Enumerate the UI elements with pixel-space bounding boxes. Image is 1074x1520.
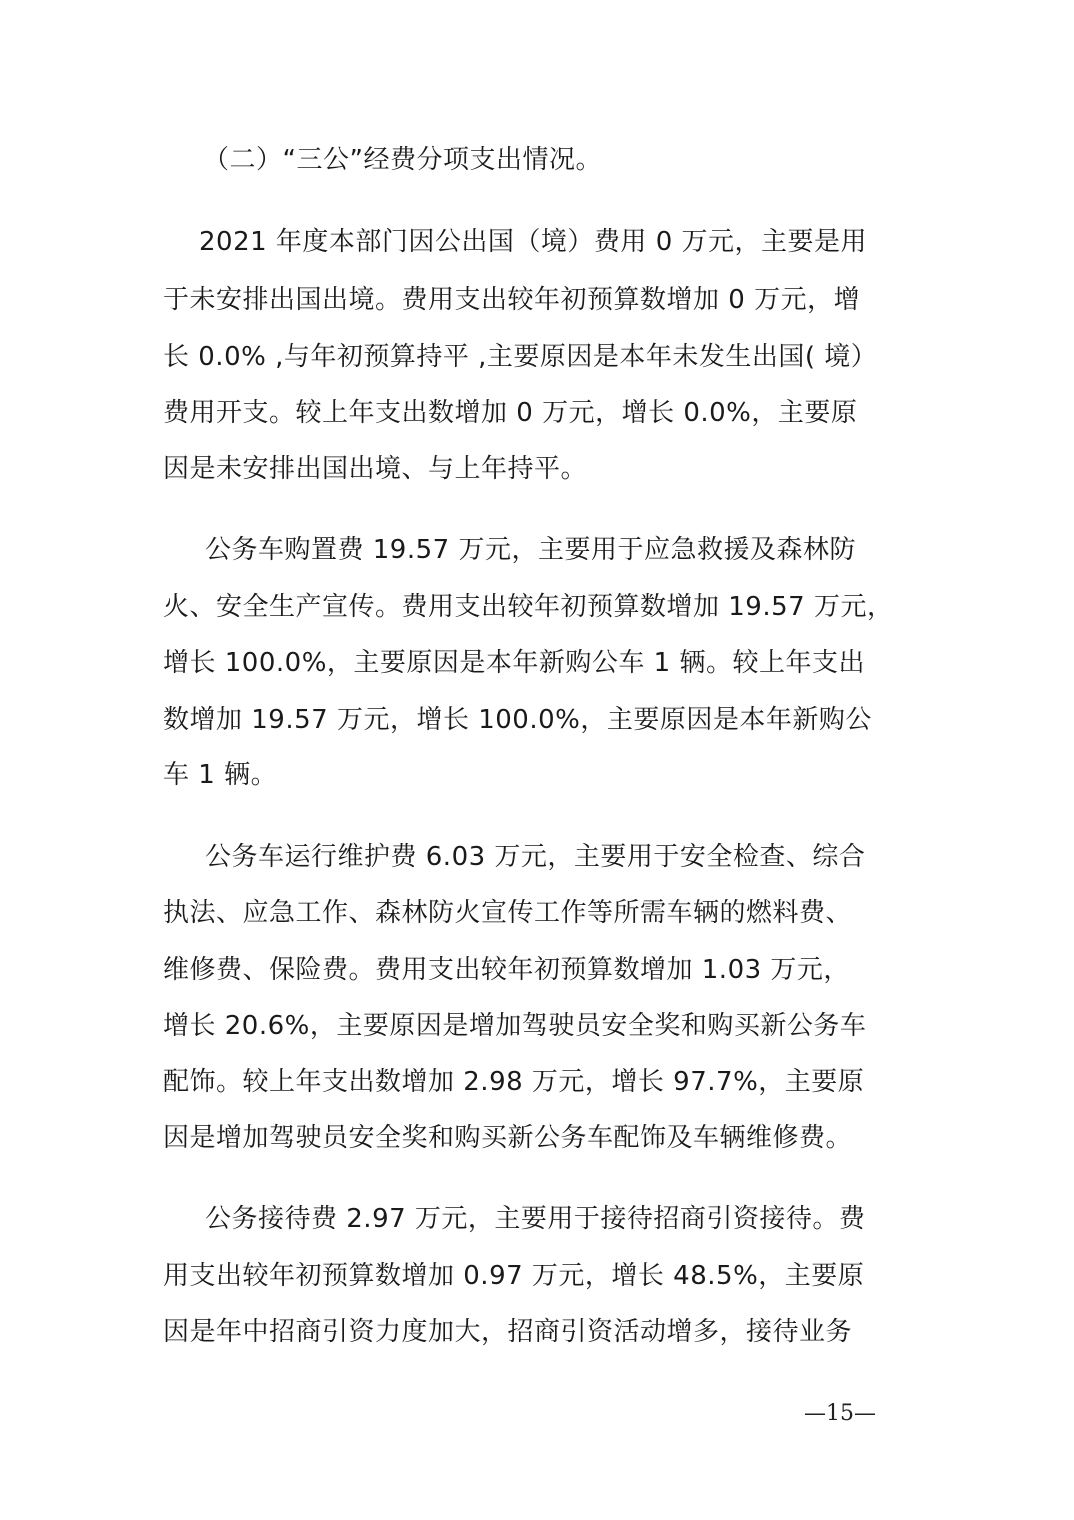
paragraph-line: 因是年中招商引资力度加大，招商引资活动增多，接待业务 bbox=[163, 1317, 853, 1347]
section-heading: （二）“三公”经费分项支出情况。 bbox=[203, 145, 602, 175]
paragraph-line: 公务车运行维护费 6.03 万元，主要用于安全检查、综合 bbox=[205, 842, 866, 872]
paragraph-line: 2021 年度本部门因公出国（境）费用 0 万元，主要是用 bbox=[199, 227, 868, 257]
paragraph-line: 因是增加驾驶员安全奖和购买新公务车配饰及车辆维修费。 bbox=[163, 1123, 853, 1153]
paragraph-line: 增长 20.6%，主要原因是增加驾驶员安全奖和购买新公务车 bbox=[163, 1011, 867, 1041]
paragraph-line: 维修费、保险费。费用支出较年初预算数增加 1.03 万元， bbox=[163, 955, 850, 985]
paragraph-line: 增长 100.0%，主要原因是本年新购公车 1 辆。较上年支出 bbox=[163, 648, 865, 678]
paragraph-line: 长 0.0% ,与年初预算持平 ,主要原因是本年未发生出国( 境） bbox=[163, 342, 878, 372]
paragraph-line: 火、安全生产宣传。费用支出较年初预算数增加 19.57 万元， bbox=[163, 592, 894, 622]
paragraph-line: 公务接待费 2.97 万元，主要用于接待招商引资接待。费 bbox=[205, 1204, 866, 1234]
paragraph-line: 数增加 19.57 万元，增长 100.0%，主要原因是本年新购公 bbox=[163, 705, 872, 735]
page-number: —15— bbox=[804, 1401, 876, 1426]
paragraph-line: 执法、应急工作、森林防火宣传工作等所需车辆的燃料费、 bbox=[163, 898, 853, 928]
paragraph-line: 用支出较年初预算数增加 0.97 万元，增长 48.5%，主要原 bbox=[163, 1261, 865, 1291]
paragraph-line: 费用开支。较上年支出数增加 0 万元，增长 0.0%，主要原 bbox=[163, 398, 858, 428]
paragraph-line: 公务车购置费 19.57 万元，主要用于应急救援及森林防 bbox=[205, 535, 856, 565]
paragraph-line: 因是未安排出国出境、与上年持平。 bbox=[163, 454, 588, 484]
paragraph-line: 于未安排出国出境。费用支出较年初预算数增加 0 万元，增 bbox=[163, 285, 861, 315]
paragraph-line: 配饰。较上年支出数增加 2.98 万元，增长 97.7%，主要原 bbox=[163, 1067, 865, 1097]
paragraph-line: 车 1 辆。 bbox=[163, 760, 278, 790]
